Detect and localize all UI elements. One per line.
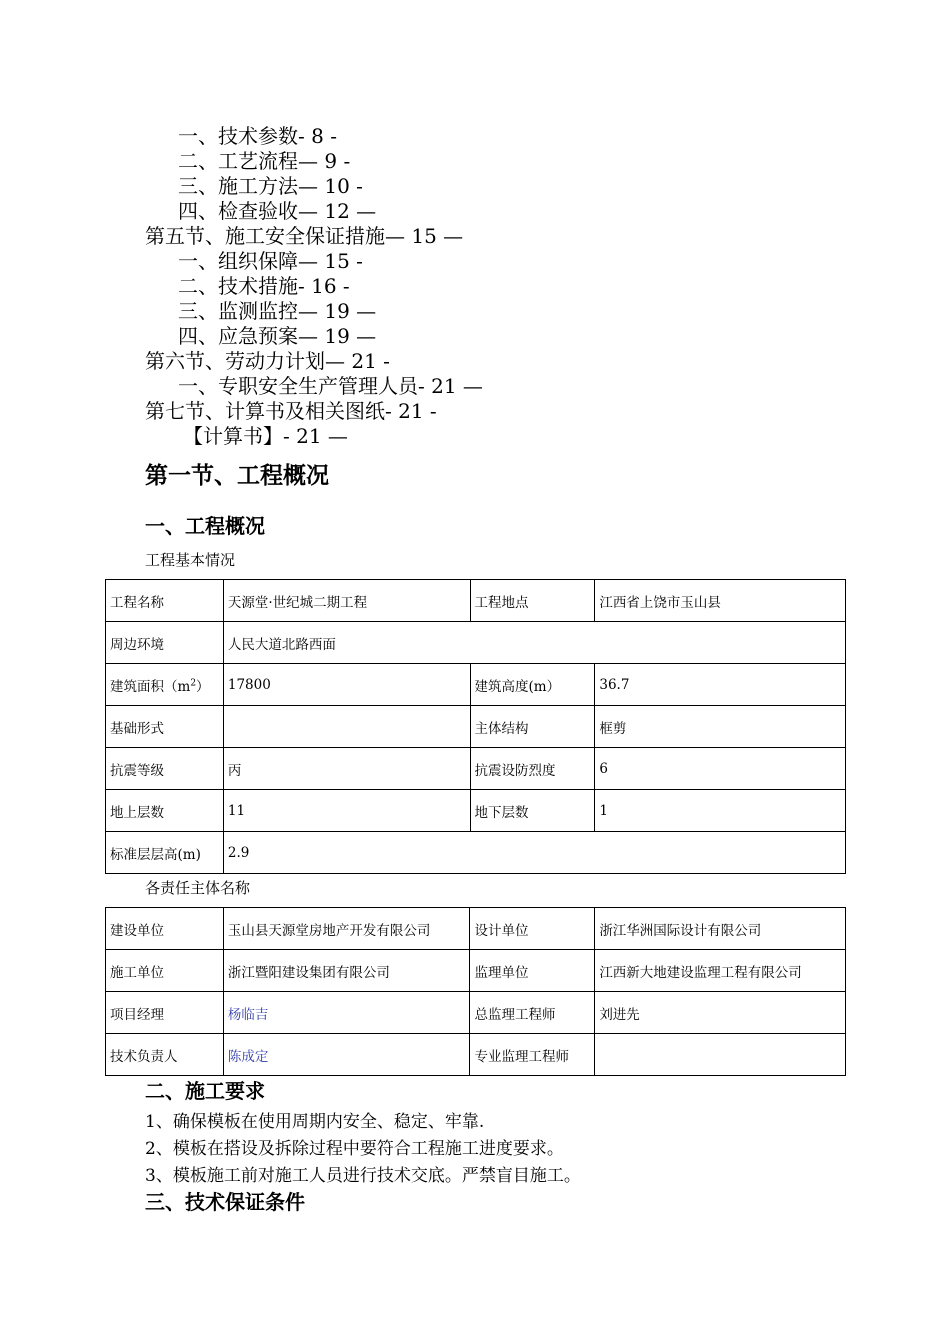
- table-cell-label: 地下层数: [470, 790, 595, 832]
- table-cell-value: 2.9: [223, 832, 845, 874]
- table-cell-value: 天源堂·世纪城二期工程: [223, 580, 470, 622]
- table-row: [106, 832, 846, 874]
- table-cell-value: 36.7: [595, 664, 846, 706]
- area-label: 建筑面积（m: [110, 678, 191, 695]
- toc-item[interactable]: 一、专职安全生产管理人员- 21 —: [178, 374, 483, 398]
- table-cell-label: 工程地点: [470, 580, 595, 622]
- table-cell-label: 抗震设防烈度: [470, 748, 595, 790]
- list-item: 2、模板在搭设及拆除过程中要符合工程施工进度要求。: [145, 1139, 564, 1159]
- table-cell-label: 设计单位: [470, 908, 595, 950]
- toc-item[interactable]: 【计算书】- 21 —: [183, 424, 348, 448]
- toc-item[interactable]: 三、监测监控— 19 —: [178, 299, 377, 323]
- table-cell-label: 基础形式: [106, 706, 224, 748]
- table-cell-label: 建筑高度(m）: [470, 664, 595, 706]
- table-row: [106, 950, 846, 992]
- tech-lead-link[interactable]: 陈成定: [223, 1034, 470, 1076]
- list-item: 3、模板施工前对施工人员进行技术交底。严禁盲目施工。: [145, 1166, 581, 1186]
- project-basic-info-table: [105, 579, 846, 874]
- table-caption-basic: 工程基本情况: [145, 551, 236, 569]
- table-cell-value: [595, 1034, 846, 1076]
- table-cell-value: 人民大道北路西面: [223, 622, 845, 664]
- table-of-contents: [145, 124, 483, 449]
- table-cell-value: 丙: [223, 748, 470, 790]
- table-cell-value: 江西新大地建设监理工程有限公司: [595, 950, 846, 992]
- table-row: [106, 908, 846, 950]
- table-cell-label: 抗震等级: [106, 748, 224, 790]
- table-cell-value: 浙江华洲国际设计有限公司: [595, 908, 846, 950]
- table-cell-label: 地上层数: [106, 790, 224, 832]
- table-cell-label: [106, 664, 224, 706]
- table-cell-label: 标准层层高(m): [106, 832, 224, 874]
- table-cell-value: 刘进先: [595, 992, 846, 1034]
- table-row: [106, 1034, 846, 1076]
- table-cell-value: 框剪: [595, 706, 846, 748]
- table-cell-label: 专业监理工程师: [470, 1034, 595, 1076]
- table-row: [106, 580, 846, 622]
- table-cell-label: 建设单位: [106, 908, 224, 950]
- list-item: 1、确保模板在使用周期内安全、稳定、牢靠.: [145, 1112, 485, 1132]
- section-title: 第一节、工程概况: [145, 463, 329, 489]
- toc-item[interactable]: 四、检查验收— 12 —: [178, 199, 377, 223]
- table-cell-label: 总监理工程师: [470, 992, 595, 1034]
- table-row: [106, 622, 846, 664]
- toc-item[interactable]: 四、应急预案— 19 —: [178, 324, 377, 348]
- table-cell-value: 玉山县天源堂房地产开发有限公司: [223, 908, 470, 950]
- toc-item[interactable]: 第六节、劳动力计划— 21 -: [145, 349, 390, 373]
- toc-item[interactable]: 二、技术措施- 16 -: [178, 274, 350, 298]
- toc-item[interactable]: 三、施工方法— 10 -: [178, 174, 363, 198]
- area-label-close: ）: [196, 678, 210, 695]
- table-cell-label: 项目经理: [106, 992, 224, 1034]
- table-cell-value: [223, 706, 470, 748]
- table-cell-value: 1: [595, 790, 846, 832]
- table-row: [106, 992, 846, 1034]
- toc-item[interactable]: 二、工艺流程— 9 -: [178, 149, 351, 173]
- toc-item[interactable]: 一、组织保障— 15 -: [178, 249, 363, 273]
- subsection-title-overview: 一、工程概况: [145, 514, 265, 538]
- area-superscript: 2: [190, 678, 197, 688]
- toc-item[interactable]: 第七节、计算书及相关图纸- 21 -: [145, 399, 437, 423]
- table-cell-value: 11: [223, 790, 470, 832]
- responsible-parties-table: [105, 907, 846, 1076]
- requirements-list: [145, 1109, 581, 1190]
- table-row: [106, 748, 846, 790]
- table-cell-label: 工程名称: [106, 580, 224, 622]
- subsection-title-tech-conditions: 三、技术保证条件: [145, 1190, 305, 1214]
- table-cell-value: 6: [595, 748, 846, 790]
- table-caption-parties: 各责任主体名称: [145, 879, 251, 897]
- table-cell-value: 江西省上饶市玉山县: [595, 580, 846, 622]
- subsection-title-requirements: 二、施工要求: [145, 1079, 265, 1103]
- table-cell-label: 施工单位: [106, 950, 224, 992]
- toc-item[interactable]: 一、技术参数- 8 -: [178, 124, 337, 148]
- table-cell-value: 浙江暨阳建设集团有限公司: [223, 950, 470, 992]
- table-cell-label: 技术负责人: [106, 1034, 224, 1076]
- table-cell-value: 17800: [223, 664, 470, 706]
- table-cell-label: 监理单位: [470, 950, 595, 992]
- table-cell-label: 主体结构: [470, 706, 595, 748]
- table-row: [106, 664, 846, 706]
- toc-item[interactable]: 第五节、施工安全保证措施— 15 —: [145, 224, 464, 248]
- table-row: [106, 790, 846, 832]
- project-manager-link[interactable]: 杨临吉: [223, 992, 470, 1034]
- table-row: [106, 706, 846, 748]
- table-cell-label: 周边环境: [106, 622, 224, 664]
